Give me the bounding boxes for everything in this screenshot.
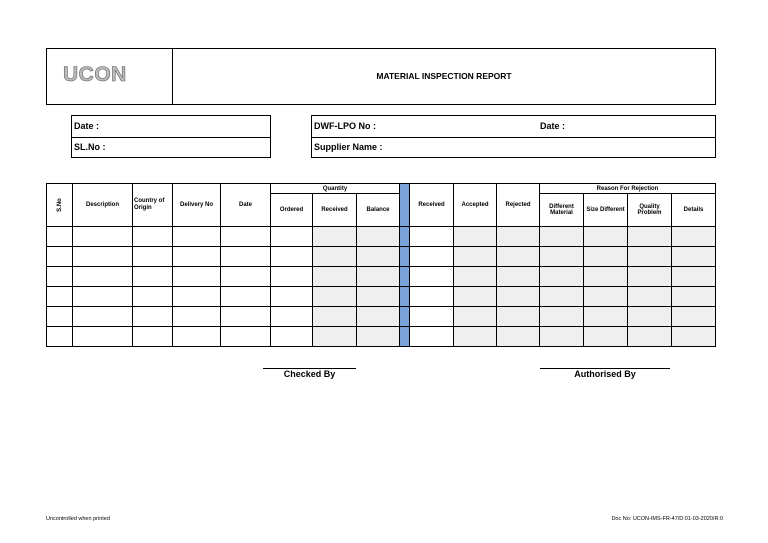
- received-header: Received: [313, 194, 357, 227]
- table-cell: [400, 327, 410, 347]
- table-cell[interactable]: [540, 227, 584, 247]
- date-field[interactable]: [72, 116, 270, 138]
- table-cell[interactable]: [271, 227, 313, 247]
- table-cell[interactable]: [454, 327, 497, 347]
- table-cell[interactable]: [584, 227, 628, 247]
- table-cell[interactable]: [47, 327, 73, 347]
- authorised-by-label: Authorised By: [574, 369, 636, 379]
- table-cell[interactable]: [173, 287, 221, 307]
- delivery-no-header: Delivery No: [173, 184, 221, 227]
- table-cell[interactable]: [73, 307, 133, 327]
- table-cell[interactable]: [672, 227, 716, 247]
- table-cell[interactable]: [221, 227, 271, 247]
- table-cell[interactable]: [313, 227, 357, 247]
- table-cell[interactable]: [540, 287, 584, 307]
- table-cell[interactable]: [410, 307, 454, 327]
- table-cell[interactable]: [497, 267, 540, 287]
- table-cell[interactable]: [672, 267, 716, 287]
- table-cell[interactable]: [628, 267, 672, 287]
- table-cell[interactable]: [628, 307, 672, 327]
- table-cell[interactable]: [357, 247, 400, 267]
- report-header: [46, 48, 716, 105]
- table-cell[interactable]: [133, 327, 173, 347]
- table-cell[interactable]: [540, 247, 584, 267]
- table-cell[interactable]: [584, 287, 628, 307]
- details-header: Details: [672, 194, 716, 227]
- table-cell[interactable]: [73, 227, 133, 247]
- table-row: [47, 327, 716, 347]
- table-cell[interactable]: [73, 247, 133, 267]
- table-cell[interactable]: [357, 327, 400, 347]
- table-cell[interactable]: [672, 327, 716, 347]
- info-box-right: [311, 115, 716, 158]
- table-cell[interactable]: [628, 247, 672, 267]
- table-cell[interactable]: [628, 227, 672, 247]
- table-cell[interactable]: [454, 247, 497, 267]
- description-header: Description: [73, 184, 133, 227]
- table-cell[interactable]: [221, 287, 271, 307]
- checked-by-label: Checked By: [283, 369, 336, 379]
- sno-header: S.No: [47, 184, 73, 227]
- table-cell[interactable]: [410, 247, 454, 267]
- table-cell[interactable]: [410, 227, 454, 247]
- dwf-lpo-field[interactable]: [312, 116, 715, 138]
- table-cell[interactable]: [410, 287, 454, 307]
- country-header: Country of Origin: [133, 184, 173, 227]
- table-cell[interactable]: [73, 327, 133, 347]
- table-cell[interactable]: [497, 307, 540, 327]
- table-cell[interactable]: [672, 247, 716, 267]
- table-cell[interactable]: [221, 247, 271, 267]
- table-cell[interactable]: [454, 287, 497, 307]
- table-row: [47, 227, 716, 247]
- logo-cell: [47, 49, 173, 104]
- slno-field[interactable]: [72, 137, 270, 158]
- table-cell[interactable]: [357, 227, 400, 247]
- table-cell[interactable]: [221, 307, 271, 327]
- rejected-header: Rejected: [497, 184, 540, 227]
- table-cell[interactable]: [47, 307, 73, 327]
- supplier-field[interactable]: [312, 137, 715, 158]
- date-label: Date :: [74, 121, 100, 131]
- table-cell[interactable]: [173, 247, 221, 267]
- table-cell[interactable]: [133, 247, 173, 267]
- table-cell[interactable]: [672, 307, 716, 327]
- table-cell[interactable]: [221, 267, 271, 287]
- table-row: [47, 247, 716, 267]
- table-cell[interactable]: [173, 267, 221, 287]
- table-cell[interactable]: [133, 227, 173, 247]
- info-box-left: [71, 115, 271, 158]
- table-cell[interactable]: [313, 247, 357, 267]
- table-cell[interactable]: [672, 287, 716, 307]
- balance-header: Balance: [357, 194, 400, 227]
- page-title: MATERIAL INSPECTION REPORT: [376, 71, 512, 81]
- table-cell[interactable]: [73, 267, 133, 287]
- accepted-header: Accepted: [454, 184, 497, 227]
- table-cell[interactable]: [357, 307, 400, 327]
- table-cell[interactable]: [271, 307, 313, 327]
- table-row: [47, 267, 716, 287]
- slno-label: SL.No :: [74, 142, 106, 152]
- table-cell[interactable]: [497, 227, 540, 247]
- table-cell[interactable]: [47, 267, 73, 287]
- size-different-header: Size Different: [584, 194, 628, 227]
- table-row: [47, 287, 716, 307]
- table-cell[interactable]: [628, 327, 672, 347]
- table-row: [47, 307, 716, 327]
- table-cell: [400, 267, 410, 287]
- table-cell[interactable]: [497, 247, 540, 267]
- table-cell[interactable]: [540, 267, 584, 287]
- date2-label: Date :: [540, 121, 566, 131]
- table-cell[interactable]: [133, 287, 173, 307]
- table-cell[interactable]: [47, 287, 73, 307]
- table-cell[interactable]: [271, 327, 313, 347]
- table-cell[interactable]: [454, 227, 497, 247]
- table-cell[interactable]: [454, 267, 497, 287]
- table-cell[interactable]: [47, 227, 73, 247]
- table-cell: [400, 307, 410, 327]
- table-cell[interactable]: [628, 287, 672, 307]
- table-cell[interactable]: [357, 267, 400, 287]
- footer-left: Uncontrolled when printed: [46, 516, 110, 522]
- dwf-lpo-label: DWF-LPO No :: [314, 121, 376, 131]
- quality-problem-header: Quality Problem: [628, 194, 672, 227]
- table-cell[interactable]: [313, 307, 357, 327]
- table-cell[interactable]: [173, 227, 221, 247]
- table-cell[interactable]: [584, 267, 628, 287]
- reason-group-header: Reason For Rejection: [540, 184, 716, 194]
- diff-material-header: Different Material: [540, 194, 584, 227]
- table-cell[interactable]: [313, 327, 357, 347]
- table-cell[interactable]: [540, 327, 584, 347]
- supplier-label: Supplier Name :: [314, 142, 383, 152]
- table-cell[interactable]: [584, 327, 628, 347]
- table-cell[interactable]: [271, 287, 313, 307]
- table-cell[interactable]: [497, 327, 540, 347]
- table-cell[interactable]: [271, 247, 313, 267]
- footer-doc-no: Doc No: UCON-IMS-FR-47/D:01-03-2020/R:0: [611, 516, 723, 522]
- table-cell: [400, 287, 410, 307]
- table-cell[interactable]: [221, 327, 271, 347]
- table-cell[interactable]: [497, 287, 540, 307]
- table-cell[interactable]: [584, 307, 628, 327]
- table-cell[interactable]: [540, 307, 584, 327]
- ordered-header: Ordered: [271, 194, 313, 227]
- table-cell[interactable]: [173, 307, 221, 327]
- date-header: Date: [221, 184, 271, 227]
- table-cell: [400, 227, 410, 247]
- ucon-logo: UCON: [63, 63, 127, 86]
- blue-separator: [400, 184, 410, 227]
- inspection-table: [46, 183, 716, 347]
- received2-header: Received: [410, 184, 454, 227]
- table-cell[interactable]: [357, 287, 400, 307]
- table-cell[interactable]: [73, 287, 133, 307]
- table-cell[interactable]: [173, 327, 221, 347]
- table-cell[interactable]: [47, 247, 73, 267]
- quantity-group-header: Quantity: [271, 184, 400, 194]
- table-cell[interactable]: [454, 307, 497, 327]
- table-cell[interactable]: [313, 267, 357, 287]
- table-cell[interactable]: [584, 247, 628, 267]
- table-cell[interactable]: [410, 327, 454, 347]
- table-cell[interactable]: [271, 267, 313, 287]
- table-cell[interactable]: [133, 307, 173, 327]
- table-cell[interactable]: [313, 287, 357, 307]
- table-cell[interactable]: [410, 267, 454, 287]
- table-cell: [400, 247, 410, 267]
- table-cell[interactable]: [133, 267, 173, 287]
